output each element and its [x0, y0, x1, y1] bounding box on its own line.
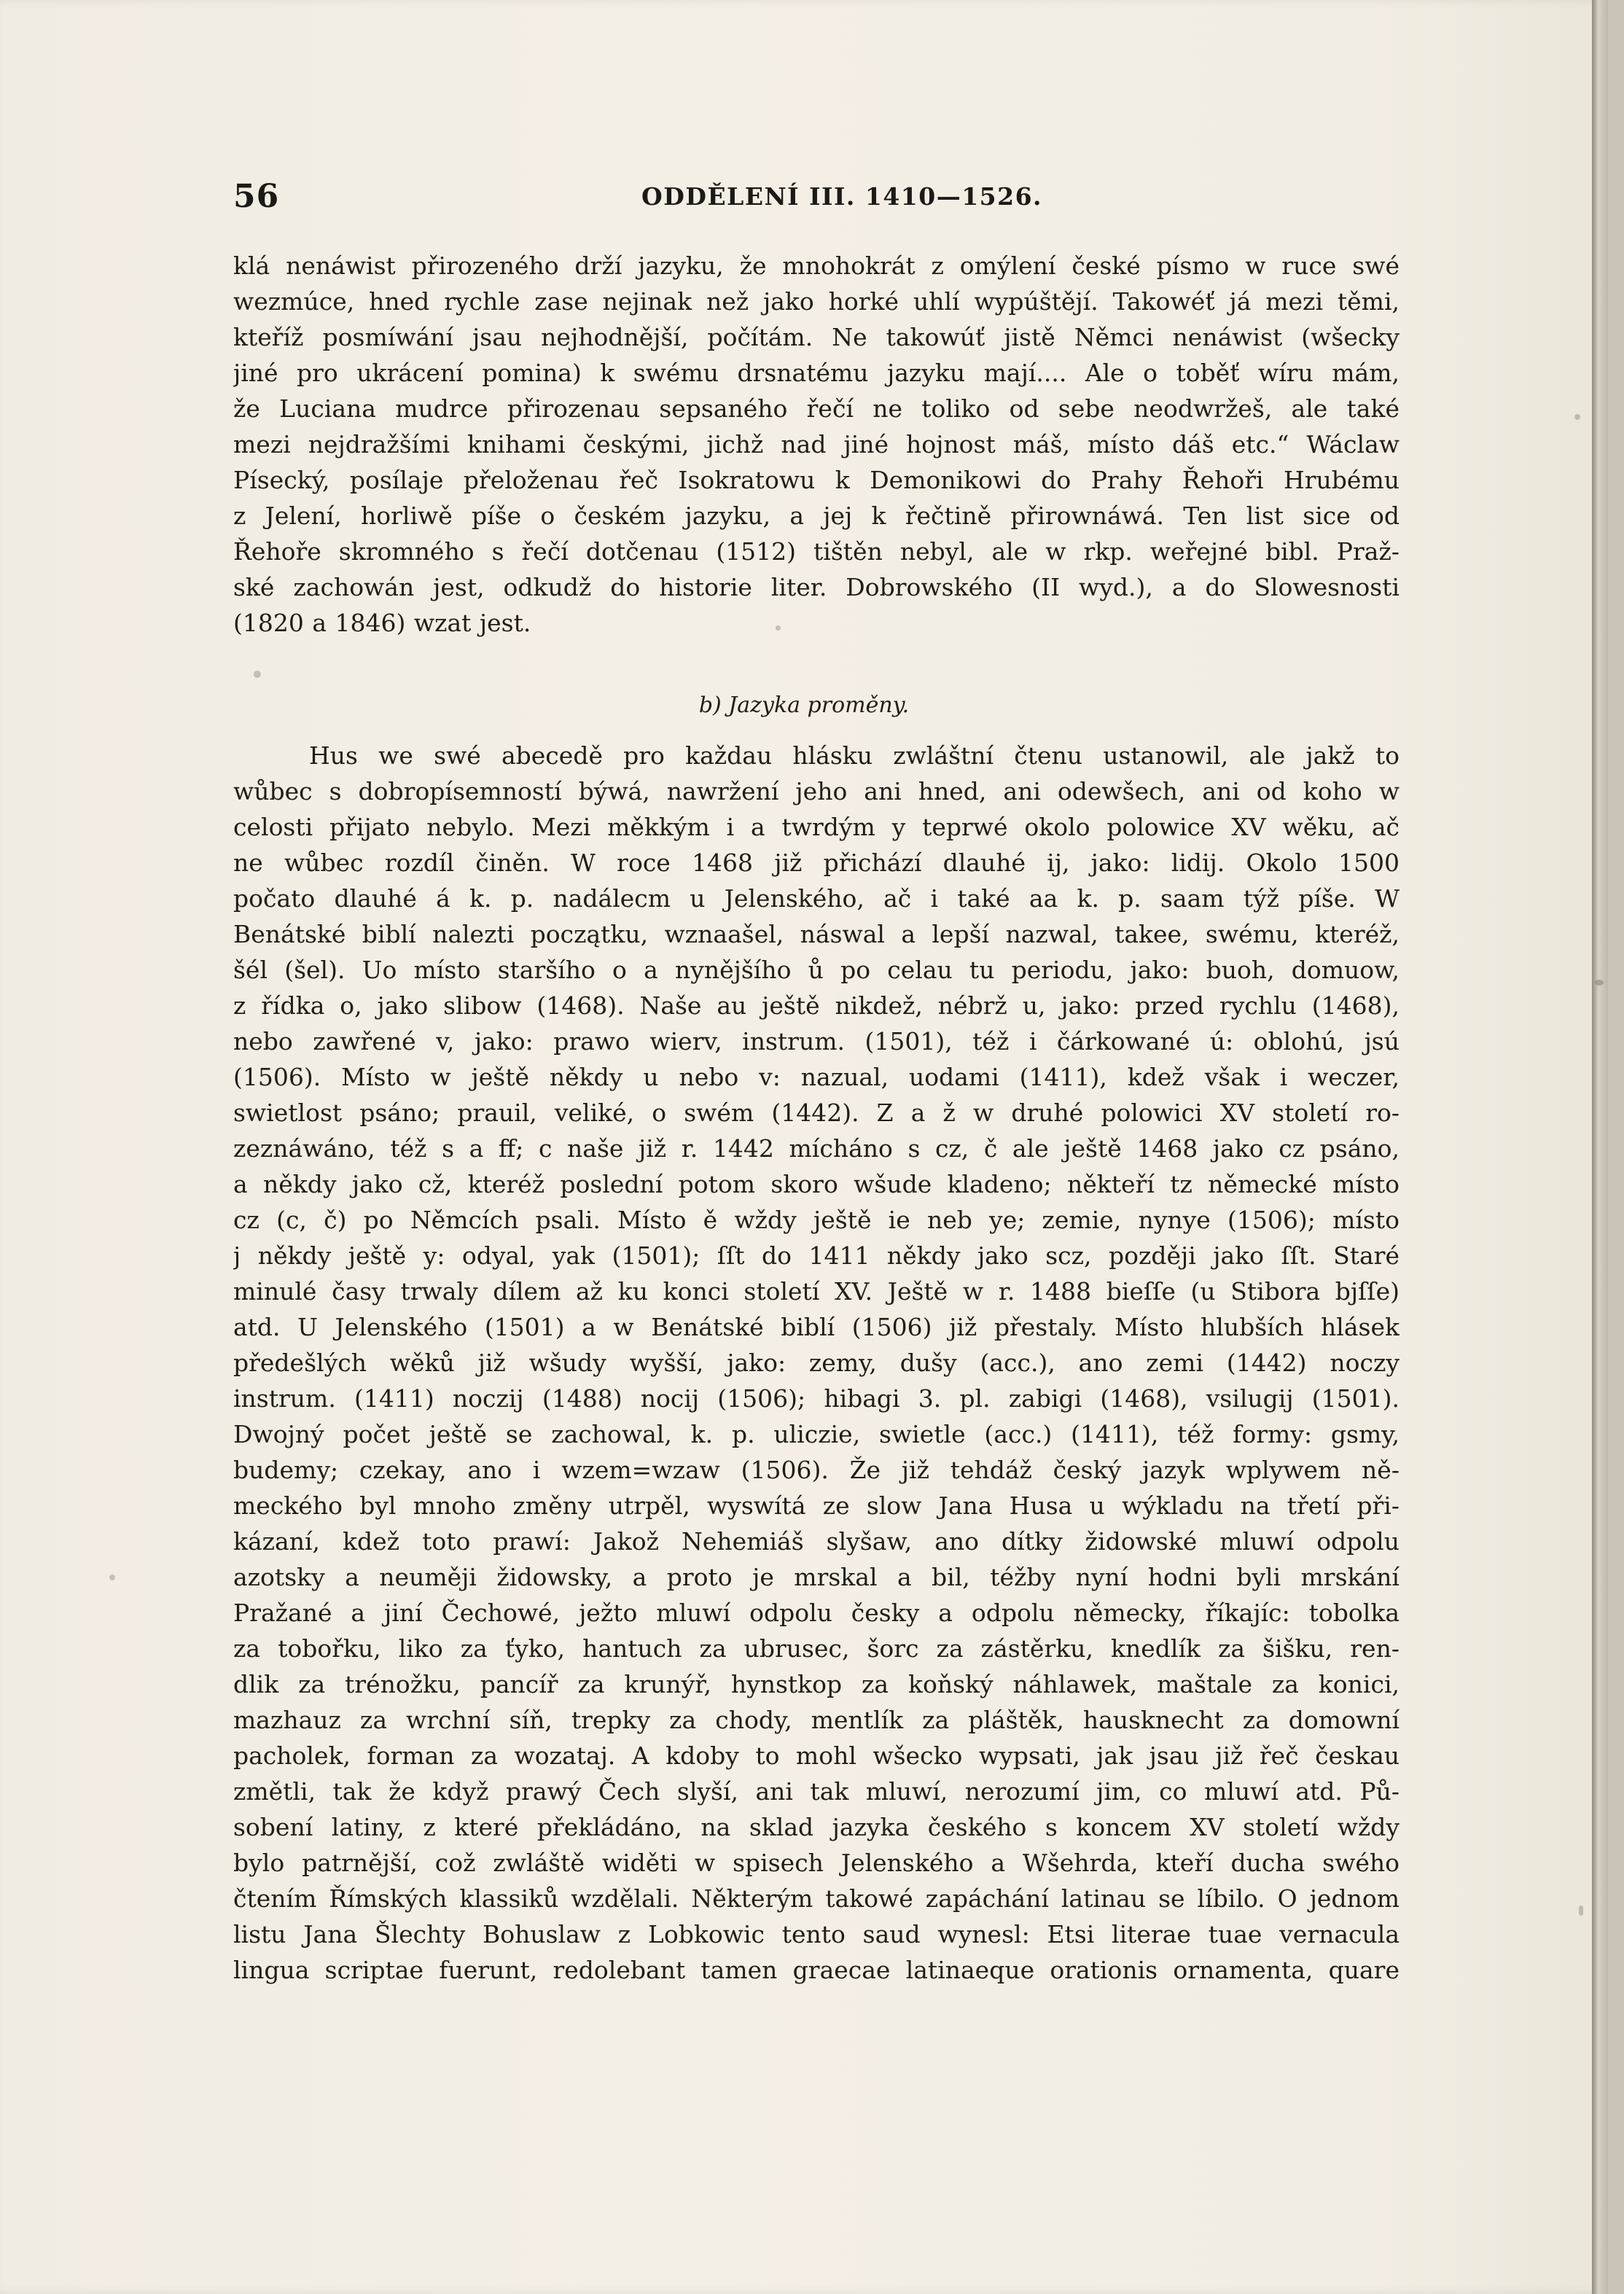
text-line: kteříž posmíwání jsau nejhodnější, počítám. Ne takowúť jistě Němci nenáwist (wšecky [233, 323, 1399, 351]
text-line: klá nenáwist přirozeného drží jazyku, že mnohokrát z omýlení české písmo w ruce swé [233, 251, 1399, 280]
text-line: listu Jana Šlechty Bohuslaw z Lobkowic tento saud wynesl: Etsi literae tuae vernacula [233, 1920, 1399, 1948]
text-line: meckého byl mnoho změny utrpěl, wyswítá ze slow Jana Husa u wýkladu na třetí při- [233, 1491, 1399, 1520]
text-line: mezi nejdražšími knihami českými, jichž nad jiné hojnost máš, místo dáš etc.“ Wáclaw [233, 430, 1399, 459]
text-line: mazhauz za wrchní síň, trepky za chody, mentlík za pláštěk, hausknecht za domowní [233, 1706, 1399, 1734]
text-line: budemy; czekay, ano i wzem=wzaw (1506). Že již tehdáž český jazyk wplywem ně- [233, 1456, 1399, 1484]
paper-speck [1574, 414, 1580, 420]
text-line: azotsky a neuměji židowsky, a proto je mrskal a bil, téžby nyní hodni byli mrskání [233, 1563, 1399, 1591]
text-line: Dwojný počet ještě se zachowal, k. p. uliczie, swietle (acc.) (1411), též formy: gsmy, [233, 1420, 1399, 1448]
text-line: sobení latiny, z které překládáno, na sklad jazyka českého s koncem XV století wždy [233, 1813, 1399, 1841]
text-line: Řehoře skromného s řečí dotčenau (1512) tištěn nebyl, ale w rkp. weřejné bibl. Praž- [233, 537, 1399, 566]
paper-speck [109, 1575, 115, 1580]
text-line: že Luciana mudrce přirozenau sepsaného řečí ne toliko od sebe neodwržeš, ale také [233, 394, 1399, 423]
text-line: wůbec s dobropísemností býwá, nawržení jeho ani hned, ani odewšech, ani od koho w [233, 777, 1399, 805]
text-line: bylo patrnější, což zwláště widěti w spisech Jelenského a Wšehrda, kteří ducha swého [233, 1849, 1399, 1877]
page-edge [1592, 0, 1608, 2294]
text-line: změtli, tak že když prawý Čech slyší, ani tak mluwí, nerozumí jim, co mluwí atd. Pů- [233, 1777, 1399, 1806]
text-line: (1506). Místo w ještě někdy u nebo v: nazual, uodami (1411), kdež však i weczer, [233, 1063, 1399, 1091]
text-line: Písecký, posílaje přeloženau řeč Isokratowu k Demonikowi do Prahy Řehoři Hrubému [233, 466, 1399, 494]
text-line: cz (c, č) po Němcích psali. Místo ě wždy ještě ie neb ye; zemie, nynye (1506); místo [233, 1206, 1399, 1234]
text-line: ské zachowán jest, odkudž do historie liter. Dobrowského (II wyd.), a do Slowesnosti [233, 573, 1399, 601]
paragraph-continuation [233, 248, 1399, 641]
text-line: lingua scriptae fuerunt, redolebant tamen graecae latinaeque orationis ornamenta, quare [233, 1956, 1399, 1984]
section-title: b) Jazyka proměny. [698, 693, 910, 718]
page-header [0, 178, 1608, 229]
text-line: (1820 a 1846) wzat jest. [233, 609, 531, 637]
text-line: j někdy ještě y: odyal, yak (1501); ſſt do 1411 někdy jako scz, později jako ſſt. Staré [233, 1241, 1399, 1270]
text-line: předešlých wěků již wšudy wyšší, jako: zemy, dušy (acc.), ano zemi (1442) noczy [233, 1349, 1399, 1377]
text-line: instrum. (1411) noczij (1488) nocij (1506); hibagi 3. pl. zabigi (1468), vsilugij (1501). [233, 1384, 1399, 1413]
text-line: swietlost psáno; prauil, veliké, o swém (1442). Z a ž w druhé polowici XV století ro- [233, 1099, 1399, 1127]
paper-speck [1579, 1905, 1583, 1916]
text-line: kázaní, kdež toto prawí: Jakož Nehemiáš slyšaw, ano dítky židowské mluwí odpolu [233, 1527, 1399, 1556]
paper-speck [254, 671, 261, 678]
text-line: pacholek, forman za wozataj. A kdoby to mohl wšecko wypsati, jak jsau již řeč českau [233, 1741, 1399, 1770]
text-line: Hus we swé abecedě pro každau hlásku zwláštní čtenu ustanowil, ale jakž to [309, 741, 1399, 770]
text-line: zeznáwáno, též s a ff; c naše již r. 1442 mícháno s cz, č ale ještě 1468 jako cz psáno, [233, 1134, 1399, 1163]
text-line: wezmúce, hned rychle zase nejinak než jako horké uhlí wypúštějí. Takowéť já mezi těmi, [233, 287, 1399, 316]
text-line: atd. U Jelenského (1501) a w Benátské biblí (1506) již přestaly. Místo hlubších hlásek [233, 1313, 1399, 1341]
text-line: počato dlauhé á k. p. nadálecm u Jelenského, ač i také aa k. p. saam týž píše. W [233, 884, 1399, 913]
page-number: 56 [233, 178, 280, 215]
text-line: Pražané a jiní Čechowé, ježto mluwí odpolu česky a odpolu německy, říkajíc: tobolka [233, 1599, 1399, 1627]
text-line: celosti přijato nebylo. Mezi měkkým i a twrdým y teprwé okolo polowice XV wěku, ač [233, 813, 1399, 841]
text-line: šél (šel). Uo místo staršího o a nynějšího ů po celau tu periodu, jako: buoh, domuow, [233, 956, 1399, 984]
text-line: jiné pro ukrácení pomina) k swému drsnatému jazyku mají.... Ale o toběť wíru mám, [233, 359, 1399, 387]
text-line: čtením Římských klassiků wzdělali. Některým takowé zapáchání latinau se líbilo. O jednom [233, 1884, 1399, 1913]
text-line: z Jelení, horliwě píše o českém jazyku, a jej k řečtině přirownáwá. Ten list sice od [233, 502, 1399, 530]
text-line: a někdy jako cž, kteréž poslední potom skoro wšude kladeno; někteří tz německé místo [233, 1170, 1399, 1198]
running-head: ODDĚLENÍ III. 1410—1526. [641, 182, 1043, 211]
paper-speck [1595, 980, 1604, 986]
text-line: za tobořku, liko za ťyko, hantuch za ubrusec, šorc za zástěrku, knedlík za šišku, ren- [233, 1634, 1399, 1663]
text-line: dlik za trénožku, pancíř za krunýř, hynstkop za koňský náhlawek, maštale za konici, [233, 1670, 1399, 1698]
paragraph-language-changes [233, 738, 1399, 1988]
text-line: nebo zawřené v, jako: prawo wierv, instrum. (1501), též i čárkowané ú: oblohú, jsú [233, 1027, 1399, 1056]
text-line: z řídka o, jako slibow (1468). Naše au ještě nikdež, nébrž u, jako: przed rychlu (1468), [233, 991, 1399, 1020]
text-line: Benátské biblí nalezti początku, wznaašel, náswal a lepší nazwal, takee, swému, kteréž, [233, 920, 1399, 948]
text-line: minulé časy trwaly dílem až ku konci století XV. Ještě w r. 1488 bieſſe (u Stibora bjſſe) [233, 1277, 1399, 1306]
text-line: ne wůbec rozdíl činěn. W roce 1468 již přichází dlauhé ij, jako: lidij. Okolo 1500 [233, 848, 1399, 877]
